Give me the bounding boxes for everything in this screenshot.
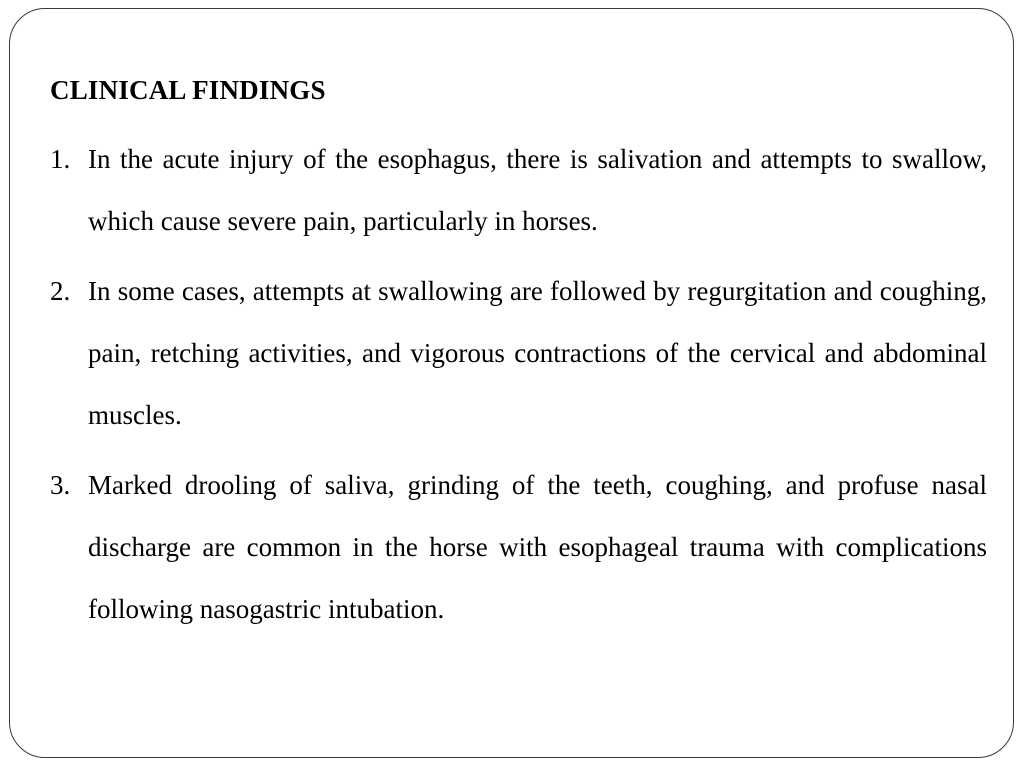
finding-item-2 — [50, 260, 987, 446]
finding-number: 2. — [50, 276, 71, 306]
findings-list — [50, 128, 987, 648]
slide-title: CLINICAL FINDINGS — [50, 75, 326, 105]
slide-frame — [9, 8, 1014, 758]
finding-text: In some cases, attempts at swallowing are followed by regurgitation and coughing, pain, retching activities, and vigorous contractions of the cervical and abdominal muscles. — [88, 276, 987, 430]
finding-number: 3. — [50, 470, 71, 500]
finding-text: Marked drooling of saliva, grinding of the teeth, coughing, and profuse nasal discharge are common in the horse with esophageal trauma with complications following nasogastric intubation. — [88, 470, 987, 624]
finding-text: In the acute injury of the esophagus, there is salivation and attempts to swallow, which cause severe pain, particularly in horses. — [88, 144, 987, 236]
finding-number: 1. — [50, 144, 71, 174]
finding-item-3 — [50, 454, 987, 640]
finding-item-1 — [50, 128, 987, 252]
